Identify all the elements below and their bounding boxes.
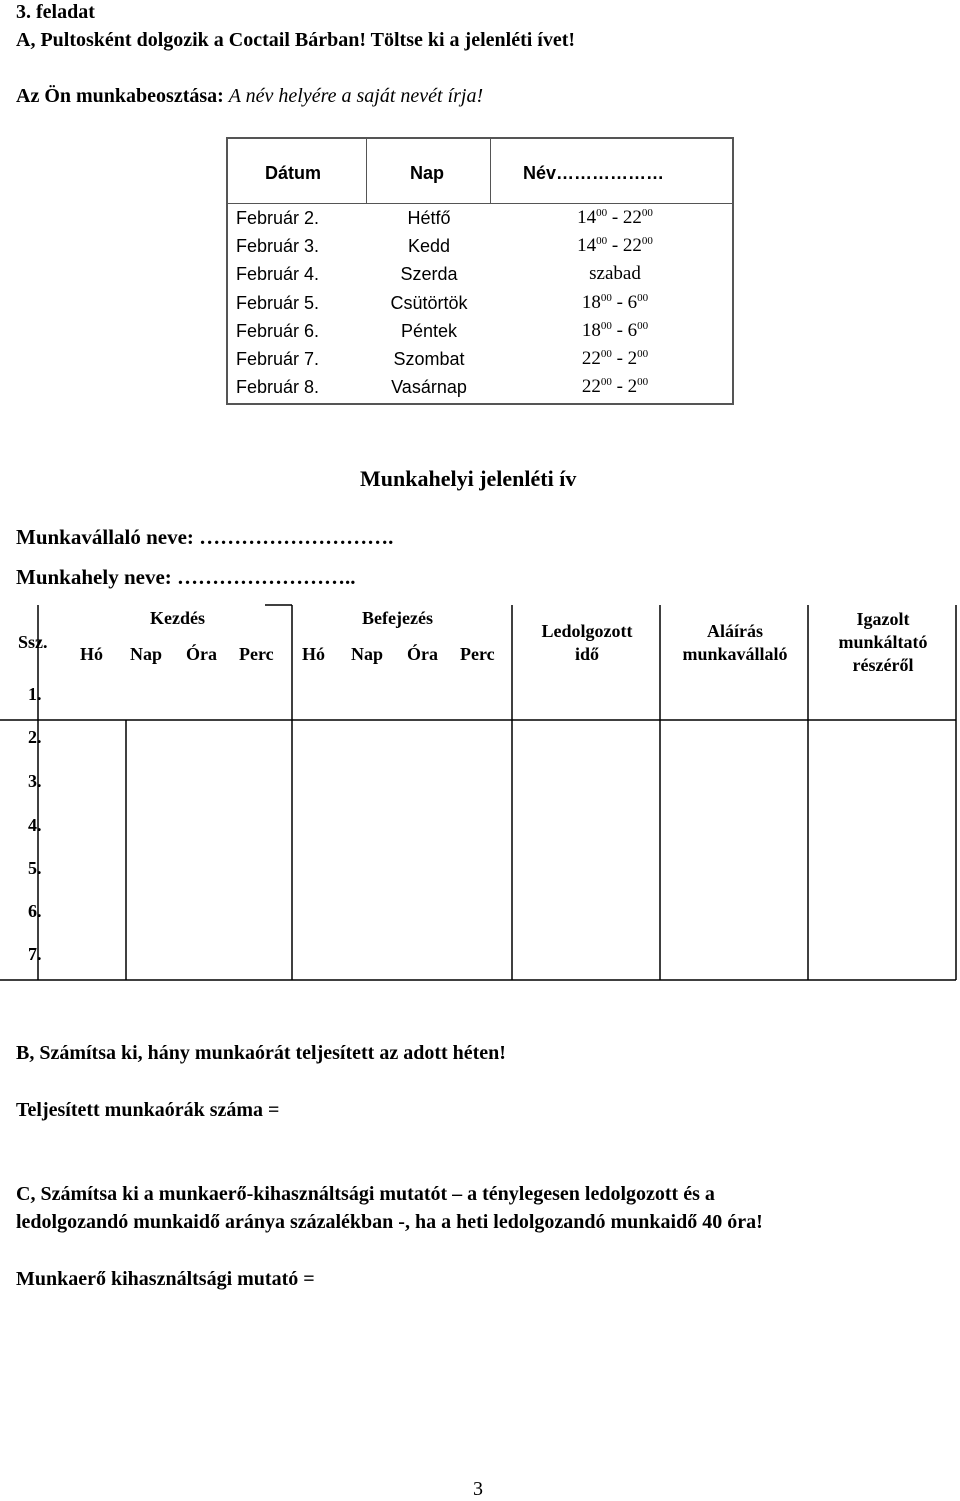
time-to-minute: 00	[637, 319, 649, 332]
schedule-row-day: Kedd	[407, 236, 451, 257]
col-verified-2: munkáltató	[838, 632, 928, 652]
task-instruction: A, Pultosként dolgozik a Coctail Bárban! Töltse ki a jelenléti ívet!	[16, 29, 576, 51]
schedule-hint: A név helyére a saját nevét írja!	[228, 85, 484, 107]
schedule-row-date: Február 4.	[236, 264, 320, 285]
time-to-hour: 2	[627, 348, 638, 369]
sub-col-day: Nap	[130, 644, 163, 664]
col-signature-1: Aláírás	[707, 621, 763, 641]
sub-col-minute-end: Perc	[460, 644, 495, 664]
row-number: 2.	[28, 727, 42, 747]
schedule-row-time: $22^{00} - 2^{00}$	[581, 348, 649, 369]
row-number: 3.	[28, 771, 42, 791]
schedule-row-date: Február 2.	[236, 208, 320, 228]
time-from-hour: 18	[581, 291, 601, 313]
schedule-col-day: Nap	[410, 163, 445, 183]
schedule-row-date: Február 6.	[236, 320, 320, 341]
sub-col-minute: Perc	[239, 644, 274, 664]
time-to-hour: 6	[627, 291, 638, 313]
time-from-minute: 00	[600, 319, 612, 332]
row-number: 4.	[28, 815, 42, 835]
schedule-row-time: $14^{00} - 22^{00}$	[577, 235, 653, 257]
sub-col-month: Hó	[80, 644, 104, 664]
time-from-minute: 00	[600, 376, 612, 389]
time-to-hour: 2	[627, 376, 638, 398]
attendance-title: Munkahelyi jelenléti ív	[360, 466, 577, 491]
time-from-minute: 00	[596, 235, 608, 248]
time-from-hour: 18	[581, 319, 601, 341]
time-from-minute: 00	[600, 291, 612, 304]
sub-col-month-end: Hó	[302, 644, 326, 664]
row-number: 5.	[28, 858, 42, 878]
schedule-row-time: $18^{00} - 6^{00}$	[581, 291, 649, 313]
row-number: 6.	[28, 901, 42, 921]
schedule-row-day: Hétfő	[407, 208, 451, 228]
schedule-row-time: $18^{00} - 6^{00}$	[581, 319, 649, 341]
time-to-minute: 00	[637, 291, 649, 304]
group-end: Befejezés	[362, 608, 433, 628]
time-to-minute: 00	[641, 207, 653, 219]
sub-col-day-end: Nap	[351, 644, 384, 664]
schedule-row-time: $14^{00} - 22^{00}$	[577, 207, 653, 228]
time-from-minute: 00	[600, 348, 612, 360]
schedule-row-day: Szombat	[393, 349, 465, 369]
answer-b-label: Teljesített munkaórák száma =	[16, 1099, 280, 1121]
schedule-row-day: Szerda	[400, 264, 458, 285]
time-to-hour: 6	[627, 319, 638, 341]
workplace-name-label: Munkahely neve: ……………………..	[16, 565, 356, 589]
schedule-row-date: Február 3.	[236, 236, 320, 257]
sub-col-hour-end: Óra	[407, 644, 438, 664]
question-c-line2: ledolgozandó munkaidő aránya százalékban -, ha a heti ledolgozandó munkaidő 40 óra!	[16, 1211, 763, 1233]
col-signature-2: munkavállaló	[682, 644, 788, 664]
schedule-row-date: Február 8.	[236, 377, 320, 398]
col-worked-2: idő	[574, 644, 599, 664]
employee-name-label: Munkavállaló neve: ……………………….	[16, 525, 394, 549]
time-to-minute: 00	[637, 348, 649, 360]
col-ssz: Ssz.	[18, 632, 48, 652]
schedule-row-day: Csütörtök	[390, 292, 468, 313]
time-from-minute: 00	[596, 207, 608, 219]
time-to-minute: 00	[641, 235, 653, 248]
answer-c-label: Munkaerő kihasználtsági mutató =	[16, 1268, 315, 1290]
schedule-row-day: Péntek	[400, 320, 458, 341]
task-title: 3. feladat	[16, 1, 95, 23]
schedule-col-date: Dátum	[265, 163, 322, 183]
time-from-hour: 22	[581, 376, 601, 398]
time-from-hour: 22	[581, 348, 601, 369]
group-start: Kezdés	[150, 608, 205, 628]
time-from-hour: 14	[577, 207, 597, 228]
col-verified-1: Igazolt	[856, 609, 910, 629]
question-b: B, Számítsa ki, hány munkaórát teljesített az adott héten!	[16, 1042, 506, 1064]
time-to-hour: 22	[622, 235, 642, 257]
row-number: 1.	[28, 684, 42, 704]
sub-col-hour: Óra	[186, 644, 217, 664]
time-to-minute: 00	[637, 376, 649, 389]
schedule-row-day: Vasárnap	[391, 377, 467, 398]
page-number: 3	[473, 1478, 483, 1500]
question-c-line1: C, Számítsa ki a munkaerő-kihasználtsági mutatót – a ténylegesen ledolgozott és a	[16, 1183, 715, 1205]
col-worked-1: Ledolgozott	[541, 621, 633, 641]
schedule-col-name: Név………………	[523, 163, 665, 183]
schedule-row-date: Február 5.	[236, 292, 320, 313]
schedule-free-text: szabad	[589, 263, 641, 285]
time-from-hour: 14	[577, 235, 597, 257]
row-number: 7.	[28, 944, 42, 964]
schedule-row-time: $22^{00} - 2^{00}$	[581, 376, 649, 398]
schedule-row-date: Február 7.	[236, 349, 320, 369]
col-verified-3: részéről	[852, 655, 914, 675]
time-to-hour: 22	[622, 207, 642, 228]
schedule-label: Az Ön munkabeosztása:	[16, 85, 224, 107]
